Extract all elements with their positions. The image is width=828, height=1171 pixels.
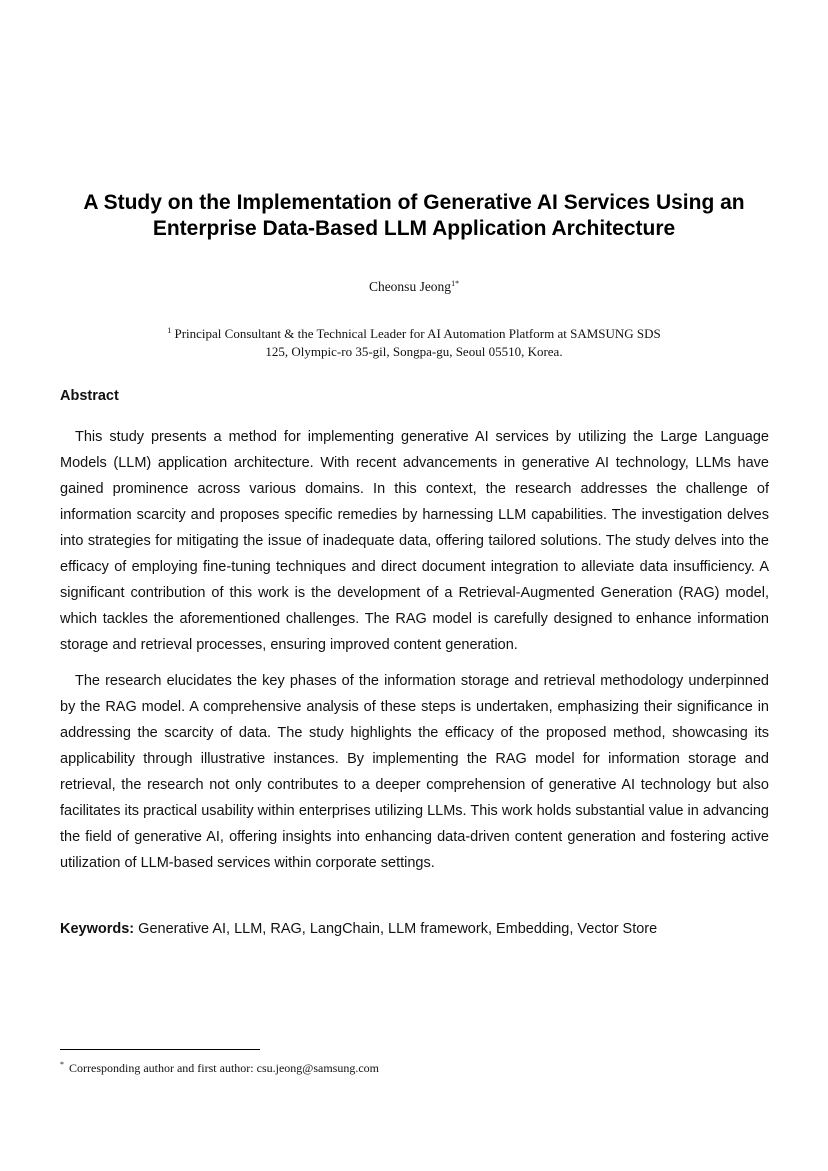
keywords-text: Generative AI, LLM, RAG, LangChain, LLM framework, Embedding, Vector Store [134,921,658,937]
footnote-marker: * [60,1060,64,1069]
paper-title-line-2: Enterprise Data-Based LLM Application Architecture [152,217,676,240]
author-line [0,276,828,295]
abstract-paragraph-1: This study presents a method for implementing generative AI services by utilizing the Large Language Models (LLM) application architecture. With recent advancements in generative AI technology, LLMs have gained prominence across various domains. In this context, the research addresses the challenge of information scarcity and proposes specific remedies by harnessing LLM capabilities. The investigation delves into strategies for mitigating the issue of inadequate data, offering tailored solutions. The study delves into the efficacy of employing fine-tuning techniques and direct document integration to alleviate data insufficiency. A significant contribution of this work is the development of a Retrieval-Augmented Generation (RAG) model, which tackles the aforementioned challenges. The RAG model is carefully designed to enhance information storage and retrieval processes, ensuring improved content generation. [60,429,769,653]
abstract-paragraph-2: The research elucidates the key phases of the information storage and retrieval methodology underpinned by the RAG model. A comprehensive analysis of these steps is undertaken, emphasizing their significance in addressing the scarcity of data. The study highlights the efficacy of the proposed method, showcasing its applicability through illustrative instances. By implementing the RAG model for information storage and retrieval, the research not only contributes to a deeper comprehension of generative AI technology but also facilitates its practical usability within enterprises utilizing LLMs. This work holds substantial value in advancing the field of generative AI, offering insights into enhancing data-driven content generation and fostering active utilization of LLM-based services within corporate settings. [60,673,769,871]
affiliation-marker: 1 [167,326,172,335]
affiliation-line-2: 125, Olympic-ro 35-gil, Songpa-gu, Seoul 05510, Korea. [265,344,563,359]
keywords-label: Keywords: [60,921,135,937]
paper-title-line-1: A Study on the Implementation of Generative AI Services Using an [83,191,745,214]
author-marker: 1* [451,279,460,288]
affiliation-text-1: Principal Consultant & the Technical Leader for AI Automation Platform at SAMSUNG SDS [171,326,661,341]
footnote [60,1057,379,1076]
abstract-heading: Abstract [60,388,119,404]
footnote-text: Corresponding author and first author: csu.jeong@samsung.com [69,1061,379,1075]
affiliation [0,322,828,361]
footnote-divider [60,1049,260,1050]
author-name: Cheonsu Jeong [368,279,452,294]
affiliation-line-1 [0,322,828,343]
keywords [60,919,769,939]
abstract-body [60,424,769,886]
paper-title [40,190,788,242]
